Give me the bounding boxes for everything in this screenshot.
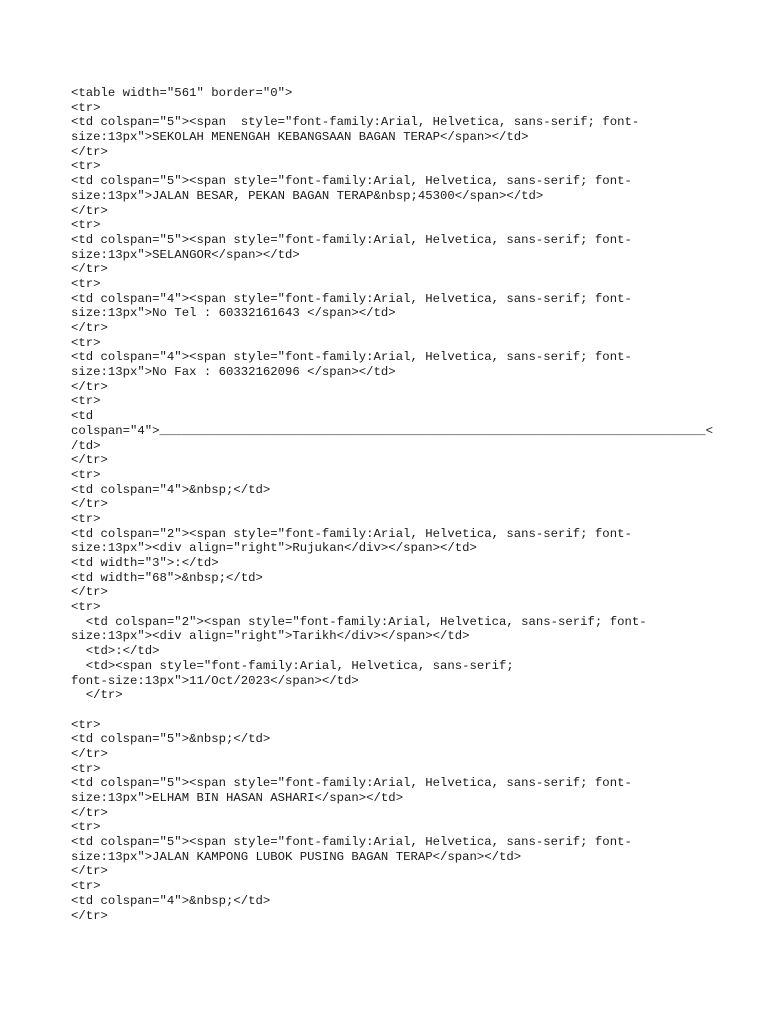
source-line: <td colspan="5"><span style="font-family:Arial, Helvetica, sans-serif; font- bbox=[71, 835, 632, 850]
source-line: </tr> bbox=[71, 379, 108, 394]
source-line: <td colspan="5">&nbsp;</td> bbox=[71, 732, 271, 747]
source-line: <tr> bbox=[71, 218, 101, 233]
source-line: size:13px">JALAN BESAR, PEKAN BAGAN TERAP&nbsp;45300</span></td> bbox=[71, 188, 544, 203]
source-line: <td colspan="4">&nbsp;</td> bbox=[71, 482, 271, 497]
source-line: <td colspan="5"><span style="font-family:Arial, Helvetica, sans-serif; font- bbox=[71, 174, 632, 189]
source-line: <tr> bbox=[71, 276, 101, 291]
source-line: </tr> bbox=[71, 746, 108, 761]
source-line: <tr> bbox=[71, 100, 101, 115]
source-line: </tr> bbox=[71, 805, 108, 820]
source-line: </tr> bbox=[71, 453, 108, 468]
source-line: </tr> bbox=[71, 688, 123, 703]
source-line: <tr> bbox=[71, 820, 101, 835]
source-line: </tr> bbox=[71, 144, 108, 159]
source-line: <tr> bbox=[71, 879, 101, 894]
source-line: </tr> bbox=[71, 864, 108, 879]
source-line: size:13px">SEKOLAH MENENGAH KEBANGSAAN BAGAN TERAP</span></td> bbox=[71, 130, 529, 145]
source-line: size:13px">SELANGOR</span></td> bbox=[71, 247, 300, 262]
source-line: <td colspan="5"><span style="font-family:Arial, Helvetica, sans-serif; font- bbox=[71, 115, 640, 130]
source-line bbox=[71, 703, 713, 718]
source-line: colspan="4">__________________________________________________________________________< bbox=[71, 423, 714, 438]
source-line: <table width="561" border="0"> bbox=[71, 86, 293, 100]
source-line: <tr> bbox=[71, 159, 101, 174]
source-line: <td colspan="2"><span style="font-family:Arial, Helvetica, sans-serif; font- bbox=[71, 614, 647, 629]
source-line: <tr> bbox=[71, 335, 101, 350]
source-line: size:13px">No Fax : 60332162096 </span></td> bbox=[71, 365, 396, 380]
source-line: <td colspan="4"><span style="font-family:Arial, Helvetica, sans-serif; font- bbox=[71, 291, 632, 306]
source-line: </tr> bbox=[71, 262, 108, 277]
source-line: <tr> bbox=[71, 600, 101, 615]
source-line: <td colspan="2"><span style="font-family:Arial, Helvetica, sans-serif; font- bbox=[71, 526, 632, 541]
source-line: <tr> bbox=[71, 761, 101, 776]
source-line: size:13px">ELHAM BIN HASAN ASHARI</span></td> bbox=[71, 791, 404, 805]
source-line: size:13px"><div align="right">Rujukan</div></span></td> bbox=[71, 541, 477, 556]
source-line: <td>:</td> bbox=[71, 644, 160, 659]
source-line: size:13px"><div align="right">Tarikh</div></span></td> bbox=[71, 629, 470, 644]
source-line: </tr> bbox=[71, 321, 108, 335]
source-line: <tr> bbox=[71, 511, 101, 526]
source-line: size:13px">No Tel : 60332161643 </span></td> bbox=[71, 306, 396, 321]
source-line: <td colspan="4"><span style="font-family:Arial, Helvetica, sans-serif; font- bbox=[71, 350, 632, 365]
source-line: <td bbox=[71, 409, 94, 424]
source-line: </tr> bbox=[71, 203, 108, 218]
source-line: <tr> bbox=[71, 717, 101, 732]
source-line: <td colspan="5"><span style="font-family:Arial, Helvetica, sans-serif; font- bbox=[71, 232, 632, 247]
source-line: size:13px">JALAN KAMPONG LUBOK PUSING BAGAN TERAP</span></td> bbox=[71, 849, 522, 864]
source-line: <td colspan="5"><span style="font-family:Arial, Helvetica, sans-serif; font- bbox=[71, 776, 632, 791]
source-line: font-size:13px">11/Oct/2023</span></td> bbox=[71, 673, 359, 688]
source-line: <tr> bbox=[71, 467, 101, 482]
source-line: <tr> bbox=[71, 394, 101, 409]
source-line: <td width="68">&nbsp;</td> bbox=[71, 570, 263, 585]
source-line: /td> bbox=[71, 438, 101, 453]
source-line: </tr> bbox=[71, 908, 108, 923]
source-line: </tr> bbox=[71, 497, 108, 512]
html-source-text bbox=[71, 86, 713, 923]
source-line: <td><span style="font-family:Arial, Helvetica, sans-serif; bbox=[71, 658, 514, 673]
source-line: <td width="3">:</td> bbox=[71, 556, 219, 570]
source-line: <td colspan="4">&nbsp;</td> bbox=[71, 893, 271, 908]
source-line: </tr> bbox=[71, 585, 108, 600]
